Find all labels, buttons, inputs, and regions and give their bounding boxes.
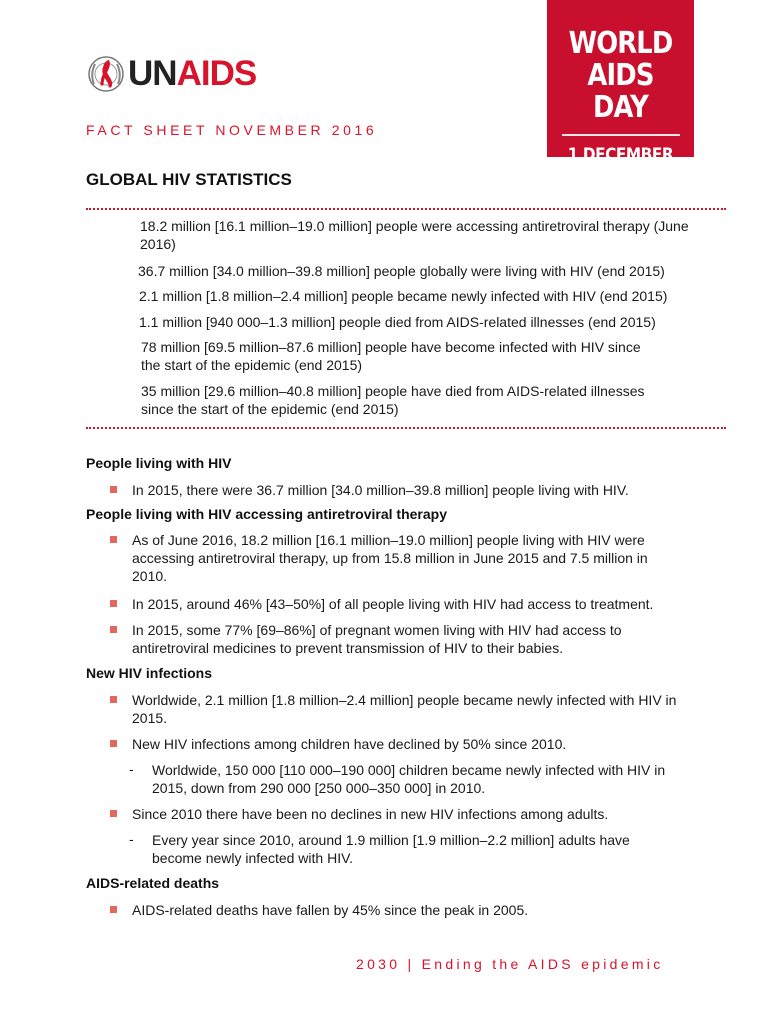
sub-bullet-text [152,831,630,867]
banner-line-world: WORLD [568,26,673,61]
stat-line: 35 million [29.6 million–40.8 million] people have died from AIDS-related illnesses [141,383,645,399]
stat-line: 2.1 million [1.8 million–2.4 million] people became newly infected with HIV (end 2015) [139,288,668,304]
stat-line: 18.2 million [16.1 million–19.0 million] people were accessing antiretroviral therapy (June [140,218,689,234]
top-dotted-divider [86,208,726,210]
section-heading-art: People living with HIV accessing antiretroviral therapy [86,506,447,522]
logo-un-text: UN [128,54,177,93]
bullet-icon [110,906,117,913]
bullet-text: AIDS-related deaths have fallen by 45% since the peak in 2005. [132,902,529,918]
stat-new-infections [139,287,667,305]
bullet-icon [110,600,117,607]
stat-line: since the start of the epidemic (end 2015) [141,401,399,417]
bullet-text [132,621,622,657]
stat-cumulative-deaths [141,382,645,418]
unaids-logo [86,54,256,94]
logo-aids-text: AIDS [176,54,257,93]
dash-marker: - [129,831,134,847]
bullet-line: accessing antiretroviral therapy, up from 15.8 million in June 2015 and 7.5 million in [132,550,648,566]
stat-cumulative-infections [141,338,641,374]
bullet-icon [110,696,117,703]
bottom-dotted-divider [86,427,726,429]
sub-bullet-text [152,761,665,797]
page-title: GLOBAL HIV STATISTICS [86,170,292,189]
stat-line: 2016) [140,236,176,252]
section-heading-deaths: AIDS-related deaths [86,875,220,891]
sub-bullet-line: 2015, down from 290 000 [250 000–350 000] in 2010. [152,780,486,796]
bullet-icon [110,536,117,543]
banner-date: 1 DECEMBER 2016 [567,145,674,185]
bullet-line: Worldwide, 2.1 million [1.8 million–2.4 million] people became newly infected with HIV in [132,692,677,708]
banner-line-aids-day: AIDS DAY [587,58,654,125]
bullet-icon [110,810,117,817]
sub-bullet-line: Every year since 2010, around 1.9 million [1.9 million–2.2 million] adults have [152,832,630,848]
section-heading-new-infections: New HIV infections [86,665,213,681]
bullet-line: 2010. [132,568,168,584]
un-emblem-icon [86,54,126,94]
bullet-line: In 2015, some 77% [69–86%] of pregnant women living with HIV had access to [132,622,622,638]
sub-bullet-line: Worldwide, 150 000 [110 000–190 000] children became newly infected with HIV in [152,762,666,778]
section-heading-plhiv: People living with HIV [86,455,232,471]
fact-sheet-date: FACT SHEET NOVEMBER 2016 [86,122,378,138]
bullet-line: antiretroviral medicines to prevent transmission of HIV to their babies. [132,640,564,656]
stat-line: 36.7 million [34.0 million–39.8 million] people globally were living with HIV (end 2015) [138,263,665,279]
footer-tagline: 2030 | Ending the AIDS epidemic [356,956,664,972]
bullet-line: As of June 2016, 18.2 million [16.1 million–19.0 million] people living with HIV were [132,532,645,548]
banner-divider [562,134,680,136]
world-aids-day-banner [547,0,694,185]
bullet-text: In 2015, around 46% [43–50%] of all people living with HIV had access to treatment. [132,596,654,612]
bullet-text: Since 2010 there have been no declines in new HIV infections among adults. [132,806,609,822]
stat-art [140,217,689,253]
bullet-icon [110,740,117,747]
bullet-icon [110,626,117,633]
bullet-text [132,691,676,727]
sub-bullet-line: become newly infected with HIV. [152,850,354,866]
stat-line: 78 million [69.5 million–87.6 million] people have become infected with HIV since [141,339,641,355]
bullet-text: New HIV infections among children have declined by 50% since 2010. [132,736,567,752]
bullet-icon [110,486,117,493]
bullet-text [132,531,648,585]
dash-marker: - [129,761,134,777]
stat-deaths [139,313,656,331]
stat-line: 1.1 million [940 000–1.3 million] people died from AIDS-related illnesses (end 2015) [139,314,656,330]
bullet-text: In 2015, there were 36.7 million [34.0 million–39.8 million] people living with HIV. [132,482,629,498]
stat-line: the start of the epidemic (end 2015) [141,357,363,373]
logo-wordmark [128,54,256,94]
stat-living [138,262,665,280]
bullet-line: 2015. [132,710,168,726]
